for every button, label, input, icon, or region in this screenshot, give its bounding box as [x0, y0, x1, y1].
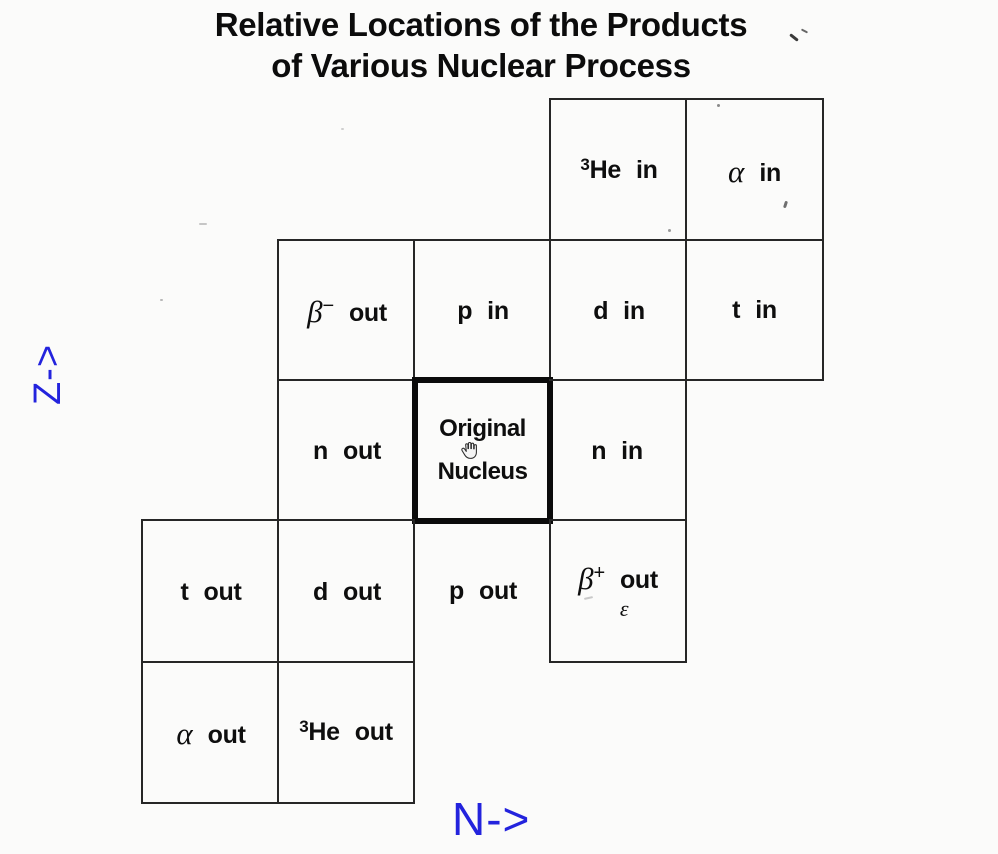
mass-superscript: 3: [299, 717, 309, 736]
mass-superscript: 3: [580, 155, 590, 174]
cell-p-out: [413, 519, 551, 663]
cell-label: [457, 297, 509, 326]
charge-superscript: −: [322, 295, 334, 317]
direction-word: in: [623, 296, 645, 325]
direction-word: in: [755, 295, 777, 324]
direction-word: out: [354, 718, 393, 746]
particle-symbol: β: [578, 561, 594, 596]
cell-label: [593, 297, 645, 326]
scan-speck: [199, 223, 207, 225]
cell-n-out: [277, 379, 415, 521]
cell-label: [181, 578, 242, 607]
n-axis-text: N->: [452, 793, 531, 845]
cell-label: [732, 296, 777, 325]
cell-p-in: [413, 239, 551, 381]
direction-word: out: [348, 299, 387, 327]
cell-beta-plus-out: [549, 519, 687, 663]
original-nucleus-line-1: Original: [439, 415, 526, 442]
direction-word: out: [207, 720, 246, 749]
direction-word: out: [619, 566, 658, 594]
particle-symbol: t: [180, 577, 189, 606]
particle-symbol: p: [449, 576, 464, 605]
particle-symbol: β: [307, 294, 323, 329]
cell-n-in: [549, 379, 687, 521]
page-title: [0, 4, 962, 86]
particle-symbol: n: [591, 436, 607, 465]
scan-speck: [668, 229, 671, 232]
direction-word: in: [759, 158, 781, 187]
z-axis-text: Z->: [27, 343, 70, 405]
cell-label: [313, 437, 381, 466]
cell-label: [176, 715, 245, 751]
cell-alpha-in: [685, 98, 824, 241]
cell-d-in: [549, 239, 687, 381]
direction-word: in: [487, 296, 509, 325]
cell-label: [299, 718, 392, 747]
direction-word: out: [479, 576, 517, 605]
particle-symbol: d: [593, 296, 609, 325]
particle-symbol: p: [457, 296, 473, 325]
charge-superscript: +: [593, 562, 605, 584]
cell-alpha-out: [141, 661, 279, 804]
cell-he3-in: [549, 98, 687, 241]
direction-word: in: [621, 436, 643, 465]
cell-beta-minus-out: [277, 239, 415, 381]
grab-hand-icon: [458, 438, 481, 461]
particle-symbol: α: [176, 715, 193, 751]
title-line-1: Relative Locations of the Products: [214, 6, 748, 43]
electron-capture-symbol: ε: [619, 596, 629, 621]
particle-symbol: He: [589, 156, 621, 184]
cell-label: [449, 577, 517, 606]
particle-symbol: d: [313, 577, 328, 606]
cell-label: [591, 437, 643, 466]
particle-symbol: α: [728, 153, 745, 189]
z-axis-label: [10, 334, 88, 414]
cell-t-out: [141, 519, 279, 663]
title-line-2: of Various Nuclear Process: [271, 47, 691, 84]
direction-word: out: [203, 577, 242, 606]
particle-symbol: He: [308, 718, 340, 746]
cell-d-out: [277, 519, 415, 663]
direction-word: in: [635, 156, 658, 184]
direction-word: out: [343, 577, 381, 606]
particle-symbol: n: [313, 436, 328, 465]
scan-speck: [717, 104, 720, 107]
cell-t-in: [685, 239, 824, 381]
cell-he3-out: [277, 661, 415, 804]
direction-word: out: [343, 436, 381, 465]
cell-label: [307, 293, 387, 329]
scan-speck: [341, 128, 344, 130]
original-nucleus-line-2: Nucleus: [437, 458, 528, 485]
cell-label: [728, 153, 781, 189]
cell-original-nucleus: [412, 377, 553, 524]
particle-symbol: t: [732, 295, 741, 324]
n-axis-label: [452, 790, 530, 848]
cell-label: [580, 156, 657, 185]
cell-label: [578, 560, 658, 596]
scan-speck: [160, 299, 163, 301]
cell-label: [313, 578, 381, 607]
